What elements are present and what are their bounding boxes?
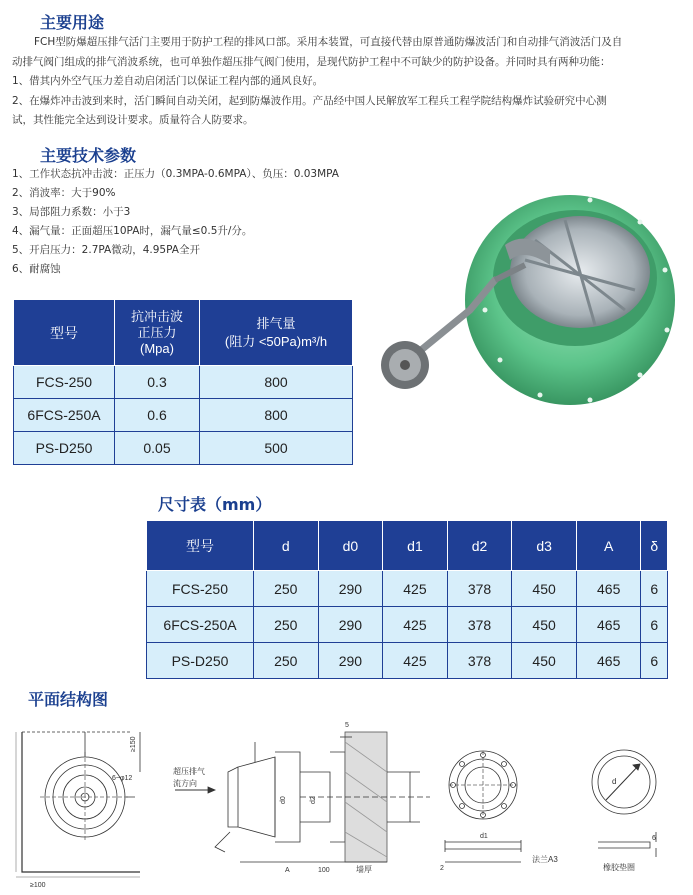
dim-a-label: A	[285, 867, 290, 874]
spec-item: 1、工作状态抗冲击波：正压力（0.3MPA-0.6MPA）、负压：0.03MPA	[12, 168, 339, 180]
table-cell: 450	[512, 607, 577, 643]
table-row	[147, 571, 668, 607]
gasket-label: 橡胶垫圈	[603, 863, 635, 872]
drawing-title: 平面结构图	[28, 690, 109, 709]
usage-line-4: 2、在爆炸冲击波到来时，活门瞬间自动关闭，起到防爆波作用。产品经中国人民解放军工程兵工程学院结构爆炸试验研究中心测	[12, 94, 607, 107]
table-cell: 425	[383, 571, 448, 607]
table-cell: FCS-250	[14, 366, 115, 399]
side-section-drawing	[173, 732, 430, 862]
table1-header: 排气量 (阻力 <50Pa)m³/h	[200, 300, 353, 366]
size-table-title: 尺寸表（mm）	[158, 495, 272, 514]
flange-drawing	[445, 751, 521, 862]
table-cell: 500	[200, 432, 353, 465]
table-cell: 290	[318, 607, 383, 643]
dim-12-label: 6~φ12	[112, 775, 133, 782]
table-cell: 378	[447, 571, 512, 607]
table-cell: 6	[641, 571, 668, 607]
dim-d-label: d	[612, 777, 617, 786]
table-cell: 0.6	[115, 399, 200, 432]
specs-title: 主要技术参数	[40, 146, 137, 165]
table2-header: 型号	[147, 521, 254, 571]
table2-header: d1	[383, 521, 448, 571]
table-cell: 450	[512, 643, 577, 679]
table2-header: d3	[512, 521, 577, 571]
table-cell: FCS-250	[147, 571, 254, 607]
dim-150-label: ≥150	[130, 736, 137, 752]
table-cell: 6FCS-250A	[14, 399, 115, 432]
table-cell: 800	[200, 399, 353, 432]
dim-5-label: 5	[345, 722, 349, 729]
table2-header: d2	[447, 521, 512, 571]
table2-header: d	[254, 521, 319, 571]
table-cell: 250	[254, 643, 319, 679]
table-cell: 0.05	[115, 432, 200, 465]
structure-drawing	[0, 712, 693, 892]
usage-text	[12, 33, 680, 131]
table-row	[147, 643, 668, 679]
table-row	[14, 366, 353, 399]
table-cell: 465	[576, 607, 641, 643]
table-cell: 6	[641, 643, 668, 679]
gasket-drawing	[592, 750, 656, 857]
table-row	[14, 399, 353, 432]
size-table	[146, 520, 668, 679]
usage-line-3: 1、借其内外空气压力差自动启闭活门以保证工程内部的通风良好。	[12, 75, 324, 87]
table-row	[147, 607, 668, 643]
table-cell: 465	[576, 643, 641, 679]
table-cell: 250	[254, 607, 319, 643]
dim-d1-label: d1	[480, 833, 488, 840]
usage-title: 主要用途	[40, 13, 105, 32]
spec-item: 4、漏气量：正面超压10PA时，漏气量≤0.5升/分。	[12, 225, 253, 237]
dim-6-label: 6	[652, 835, 656, 842]
dim-d2-label: d2	[310, 796, 317, 804]
table-cell: 425	[383, 607, 448, 643]
wall-label: 墙厚	[356, 865, 372, 874]
dim-100b-label: ≥100	[30, 882, 46, 889]
usage-line-5: 试，其性能完全达到设计要求。质量符合人防要求。	[12, 114, 254, 126]
table2-header: d0	[318, 521, 383, 571]
table-cell: 0.3	[115, 366, 200, 399]
specs-list	[12, 165, 339, 279]
dim-d0-label: d0	[280, 796, 287, 804]
table-cell: 378	[447, 607, 512, 643]
valve-product-image	[375, 160, 680, 420]
table-cell: PS-D250	[147, 643, 254, 679]
table-cell: 450	[512, 571, 577, 607]
table-cell: 250	[254, 571, 319, 607]
table-cell: 378	[447, 643, 512, 679]
table-cell: PS-D250	[14, 432, 115, 465]
table2-header: A	[576, 521, 641, 571]
table1-header: 抗冲击波 正压力 (Mpa)	[115, 300, 200, 366]
table-cell: 800	[200, 366, 353, 399]
table-cell: 465	[576, 571, 641, 607]
spec-item: 5、开启压力：2.7PA微动，4.95PA全开	[12, 244, 200, 256]
spec-item: 6、耐腐蚀	[12, 263, 61, 275]
usage-line-2: 动排气阀门组成的排气消波系统，也可单独作超压排气阀门使用，是现代防护工程中不可缺少的防护设备。并同时具有两种功能：	[12, 55, 611, 68]
flow-label-2: 流方向	[173, 779, 197, 788]
table1-header: 型号	[14, 300, 115, 366]
table-cell: 290	[318, 643, 383, 679]
spec-item: 3、局部阻力系数：小于3	[12, 206, 131, 218]
spec-item: 2、消波率：大于90%	[12, 187, 116, 199]
table-cell: 6	[641, 607, 668, 643]
front-view-drawing	[16, 732, 140, 877]
table-cell: 290	[318, 571, 383, 607]
usage-line-1: FCH型防爆超压排气活门主要用于防护工程的排风口部。采用本装置，可直接代替由原普通防爆波活门和自动排气消波活门及自	[34, 36, 623, 48]
table-row	[14, 432, 353, 465]
dim-100-label: 100	[318, 867, 330, 874]
table-cell: 425	[383, 643, 448, 679]
flange-label: 法兰A3	[532, 855, 558, 864]
performance-table	[13, 299, 353, 465]
dim-2-label: 2	[440, 865, 444, 872]
table-cell: 6FCS-250A	[147, 607, 254, 643]
table2-header: δ	[641, 521, 668, 571]
flow-label-1: 超压排气	[173, 767, 205, 776]
